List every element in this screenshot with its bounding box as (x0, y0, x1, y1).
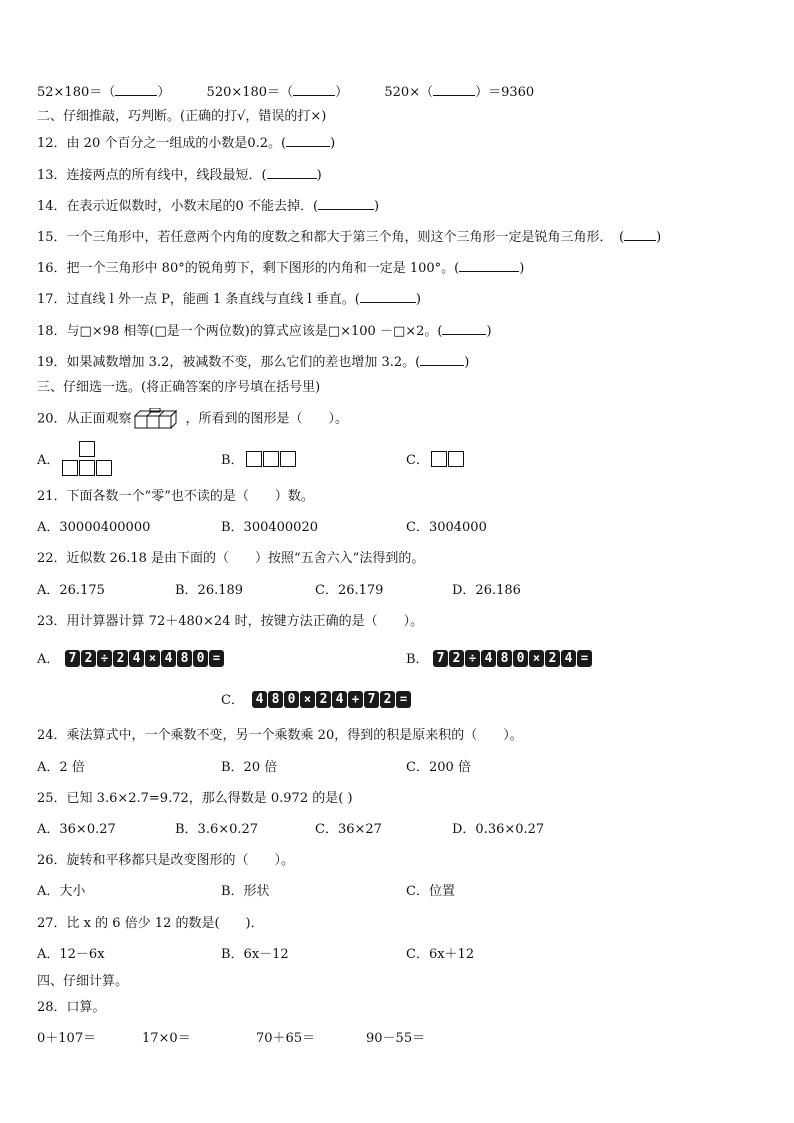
calculator-digit-key: 2 (449, 650, 464, 667)
q22-option-c[interactable]: C．26.179 (315, 583, 384, 598)
q18-text: 18．与□×98 相等(□是一个两位数)的算式应该是□×100 －□×2。( (37, 324, 443, 339)
q22-option-d[interactable]: D．26.186 (452, 583, 521, 598)
q13 (37, 166, 322, 185)
q28-expr-3: 70＋65＝ (256, 1031, 316, 1046)
calculator-operator-key: × (145, 650, 160, 667)
calculator-operator-key: + (348, 691, 363, 708)
q12-text: 12．由 20 个百分之一组成的小数是0.2。( (37, 136, 287, 151)
q22-text: 22．近似数 26.18 是由下面的（ ）按照“五舍六入”法得到的。 (37, 551, 425, 566)
shape-square (79, 460, 95, 476)
q25-option-a[interactable]: A．36×0.27 (37, 822, 116, 837)
q13-text: 13．连接两点的所有线中，线段最短．( (37, 168, 267, 183)
shape-square (96, 460, 112, 476)
q20-option-a-figure (62, 441, 114, 479)
calculator-digit-key: 2 (81, 650, 96, 667)
section-3-heading: 三、仔细选一选。(将正确答案的序号填在括号里) (37, 380, 321, 395)
calculator-digit-key: 4 (129, 650, 144, 667)
q16-blank[interactable] (459, 259, 519, 272)
q27-option-a[interactable]: A．12－6x (37, 947, 105, 962)
q11-blank-3[interactable] (433, 83, 475, 96)
q21-option-b[interactable]: B．300400020 (221, 520, 318, 535)
calculator-digit-key: 2 (380, 691, 395, 708)
q12-blank[interactable] (286, 134, 330, 147)
q20-text-a: 20．从正面观察 (37, 411, 132, 427)
q21-option-a[interactable]: A．30000400000 (37, 520, 151, 535)
shape-square (448, 451, 464, 467)
calculator-digit-key: 4 (561, 650, 576, 667)
q20-option-c-figure (431, 451, 467, 469)
q28-expr-4: 90－55＝ (366, 1031, 426, 1046)
q11-blank-2[interactable] (293, 83, 335, 96)
q16-text: 16．把一个三角形中 80°的锐角剪下，剩下图形的内角和一定是 100°。( (37, 261, 460, 276)
calculator-operator-key: = (396, 691, 411, 708)
q23-option-c-keys (252, 691, 411, 708)
calculator-operator-key: × (529, 650, 544, 667)
q20-option-a[interactable]: A． (37, 453, 60, 468)
q17 (37, 290, 421, 309)
q12 (37, 134, 335, 153)
q26-option-a[interactable]: A．大小 (37, 884, 86, 899)
q12-close: ) (330, 136, 336, 151)
q16-close: ) (519, 261, 525, 276)
q26-text: 26．旋转和平移都只是改变图形的（ ）。 (37, 853, 295, 868)
q20-option-b[interactable]: B． (221, 453, 244, 468)
shape-square (79, 441, 95, 457)
calculator-digit-key: 4 (161, 650, 176, 667)
q19-text: 19．如果减数增加 3.2，被减数不变，那么它们的差也增加 3.2。( (37, 355, 421, 370)
q28-expr-1: 0＋107＝ (37, 1031, 97, 1046)
calculator-digit-key: 4 (332, 691, 347, 708)
q27-option-c[interactable]: C．6x＋12 (406, 947, 475, 962)
q25-text: 25．已知 3.6×2.7=9.72，那么得数是 0.972 的是( ) (37, 791, 353, 806)
calculator-digit-key: 2 (545, 650, 560, 667)
q21-option-c[interactable]: C．3004000 (406, 520, 487, 535)
q13-blank[interactable] (267, 166, 317, 179)
q11-part2: ） (157, 85, 171, 100)
calculator-digit-key: 7 (364, 691, 379, 708)
q22-option-b[interactable]: B．26.189 (175, 583, 244, 598)
q26-option-b[interactable]: B．形状 (221, 884, 270, 899)
calculator-digit-key: 4 (252, 691, 267, 708)
q20-text-b: ，所看到的图形是（ ）。 (185, 411, 349, 427)
calculator-operator-key: ÷ (465, 650, 480, 667)
q22-option-a[interactable]: A．26.175 (37, 583, 105, 598)
q27-option-b[interactable]: B．6x－12 (221, 947, 289, 962)
calculator-digit-key: 7 (65, 650, 80, 667)
q15-text: 15．一个三角形中，若任意两个内角的度数之和都大于第三个角，则这个三角形一定是锐角三角形． ( (37, 230, 625, 245)
q23-option-b[interactable]: B． (406, 652, 429, 667)
q24-option-a[interactable]: A．2 倍 (37, 760, 85, 775)
q15 (37, 228, 661, 247)
q20-option-b-figure (246, 451, 298, 469)
calculator-digit-key: 0 (193, 650, 208, 667)
q19 (37, 353, 469, 372)
q14-text: 14．在表示近似数时，小数末尾的0 不能去掉．( (37, 199, 319, 214)
q24-option-b[interactable]: B．20 倍 (221, 760, 278, 775)
q23-option-b-keys (433, 650, 592, 667)
q15-blank[interactable] (624, 228, 656, 241)
q26-option-c[interactable]: C．位置 (406, 884, 455, 899)
calculator-digit-key: 2 (316, 691, 331, 708)
q27-text: 27．比 x 的 6 倍少 12 的数是( )． (37, 916, 264, 931)
q18-blank[interactable] (442, 322, 486, 335)
calculator-operator-key: = (577, 650, 592, 667)
q16 (37, 259, 524, 278)
q19-blank[interactable] (420, 353, 464, 366)
q23-option-a[interactable]: A． (37, 652, 60, 667)
calculator-digit-key: 7 (433, 650, 448, 667)
calculator-operator-key: = (209, 650, 224, 667)
q17-text: 17．过直线 l 外一点 P，能画 1 条直线与直线 l 垂直。( (37, 292, 360, 307)
calculator-digit-key: 8 (177, 650, 192, 667)
shape-square (62, 460, 78, 476)
q11-blank-1[interactable] (115, 83, 157, 96)
q14 (37, 197, 379, 216)
q18-close: ) (486, 324, 492, 339)
calculator-operator-key: × (300, 691, 315, 708)
q23-option-c[interactable]: C． (221, 693, 244, 708)
q17-blank[interactable] (360, 290, 416, 303)
calculator-digit-key: 8 (497, 650, 512, 667)
q28-expr-2: 17×0＝ (142, 1031, 191, 1046)
calculator-digit-key: 0 (284, 691, 299, 708)
q25-option-d[interactable]: D．0.36×0.27 (452, 822, 545, 837)
calculator-operator-key: ÷ (97, 650, 112, 667)
q15-close: ) (656, 230, 662, 245)
q25-option-c[interactable]: C．36×27 (315, 822, 382, 837)
calculator-digit-key: 8 (268, 691, 283, 708)
calculator-digit-key: 2 (113, 650, 128, 667)
q13-close: ) (316, 168, 322, 183)
section-4-heading: 四、仔细计算。 (37, 974, 129, 989)
q23-option-a-keys (65, 650, 224, 667)
q11-part4: ） (335, 85, 349, 100)
q11-part6: ）＝9360 (475, 85, 535, 100)
q14-blank[interactable] (318, 197, 374, 210)
q11-part3: 520×180＝（ (206, 85, 294, 100)
q28-text: 28．口算。 (37, 1000, 106, 1015)
q25-option-b[interactable]: B．3.6×0.27 (175, 822, 259, 837)
q17-close: ) (415, 292, 421, 307)
shape-square (263, 451, 279, 467)
shape-square (280, 451, 296, 467)
q23-text: 23．用计算器计算 72＋480×24 时，按键方法正确的是（ ）。 (37, 614, 424, 629)
q11-part1: 52×180＝（ (37, 85, 116, 100)
q19-close: ) (464, 355, 470, 370)
q18 (37, 322, 492, 341)
q24-text: 24．乘法算式中，一个乘数不变，另一个乘数乘 20，得到的积是原来积的（ ）。 (37, 728, 523, 743)
section-2-heading: 二、仔细推敲，巧判断。(正确的打√，错误的打×) (37, 109, 327, 124)
q11-line (37, 83, 534, 102)
q20-option-c[interactable]: C． (406, 453, 429, 468)
q24-option-c[interactable]: C．200 倍 (406, 760, 471, 775)
shape-square (431, 451, 447, 467)
calculator-digit-key: 0 (513, 650, 528, 667)
q11-part5: 520×（ (384, 85, 434, 100)
cube-stack-figure (134, 408, 184, 430)
calculator-digit-key: 4 (481, 650, 496, 667)
shape-square (246, 451, 262, 467)
q21-text: 21．下面各数一个“零”也不读的是（ ）数。 (37, 489, 314, 504)
q14-close: ) (374, 199, 380, 214)
q20 (37, 408, 348, 430)
